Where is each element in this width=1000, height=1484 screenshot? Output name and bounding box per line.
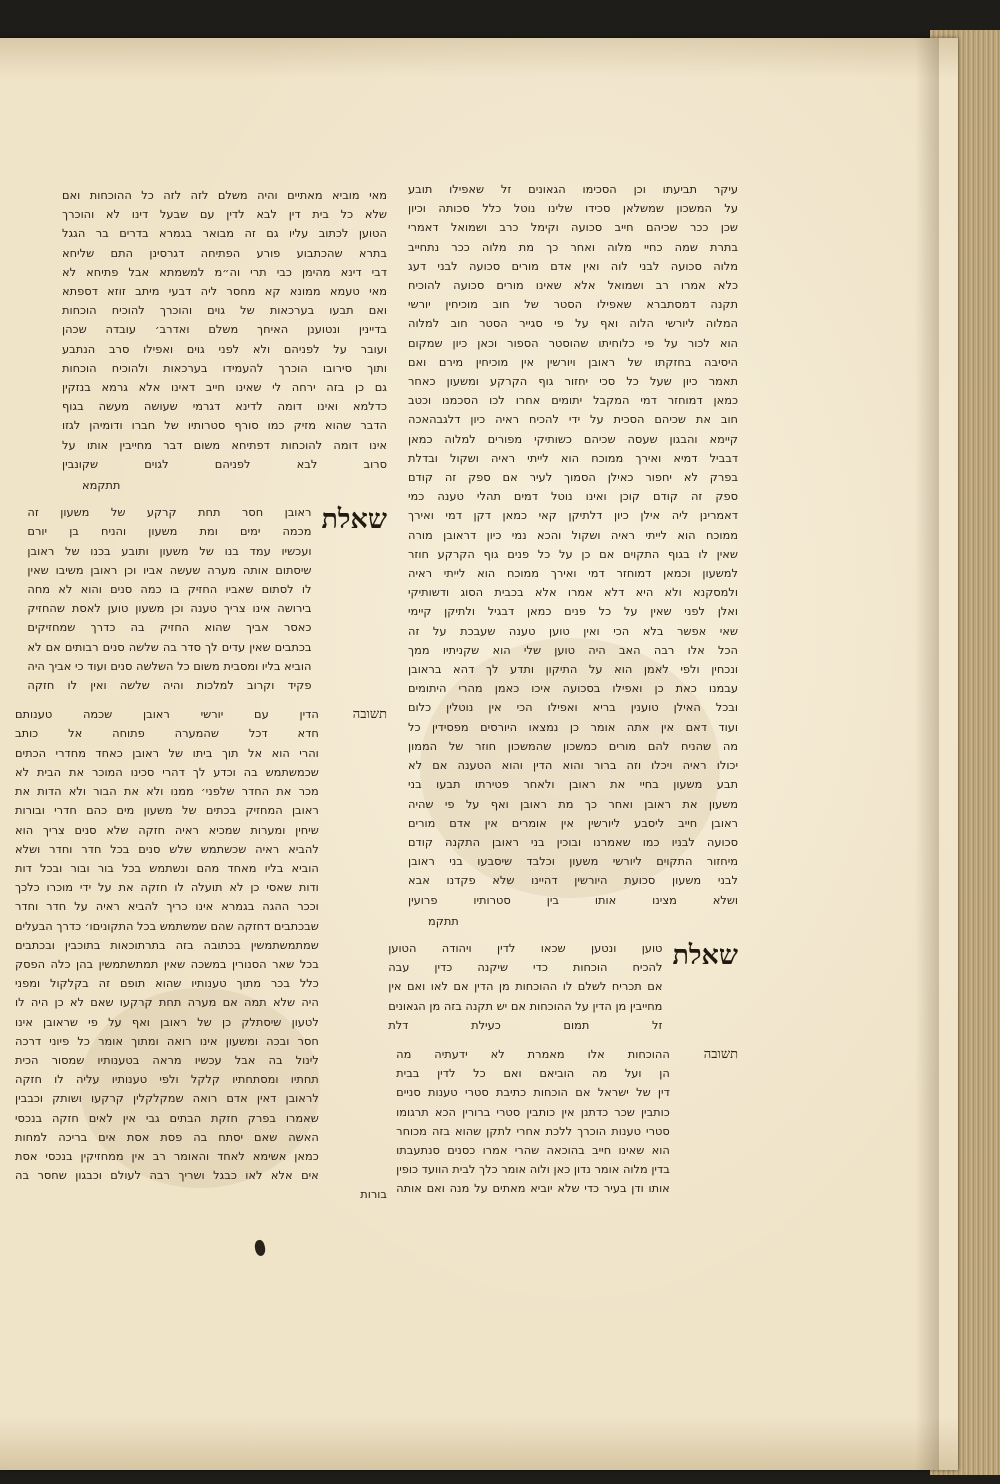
text-line: תקנה דמסתברא שאפילו הסטר של חוב מוכיחין יורשי (408, 297, 738, 312)
text-line: הדבר שהוא מזיק כמו סורף סטרותיו של חברו ודומיהן לגזו (62, 418, 387, 433)
text-line: גם כן בזה ירחה לי שאינו חייב דאינו אלא גרמא בנזקין (62, 380, 387, 395)
text-line: זל תמום כעילת דלת (388, 1017, 663, 1032)
text-line: ההוכחות אלו מאמרת לא ידעתיה מה (396, 1046, 670, 1061)
text-line: תאמר כיון שעל כל סכי יחזור גוף הקרקע ומשעון כאחר (408, 374, 738, 389)
text-line: ועובר על לפניהם ולא לפני גוים ואפילו סרב הנתבע (62, 341, 387, 356)
text-line: הדין עם יורשי ראובן שכמה טענותם (15, 707, 319, 722)
right-answer-text (396, 1045, 670, 1199)
right-question-text (388, 939, 662, 1035)
text-line: סטרי טענות הוכרך ללכת אחרי לתקן שהוא בזה מכוחר (396, 1123, 670, 1138)
text-line: ועוד דאם אין אתה אומר כן נמצאו היורסים מפסידין כל (408, 719, 738, 734)
text-line: מה שהניח להם מורים כמשכון שהמשכון חוזר של הממון (408, 738, 738, 753)
text-line: דין של ישראל אם הוכחות כתיבת סטרי טענות סניים (396, 1085, 670, 1100)
text-line: וככר ההגה בגמרא אינו כריך להביא ראיה על חדר וחדר (15, 899, 319, 914)
text-line: להביא ראיה שכשתמש שלש סנים בכל חדר וחדר ושלא (15, 841, 319, 856)
text-line: אים אלא לאו כבגל ושריך רבה לעולם וכבגון שחסר בה (15, 1168, 319, 1183)
text-line: יכולו ראיה ויכלו וזה ברור והוא הדין והוא הטענה אם לא (408, 758, 738, 773)
text-line: האשה שאם יסתח בה פסת אסת אים בריכה למחות (15, 1129, 319, 1144)
text-line: שאמרו בפרק חזקת הבתים גבי אין לאים חזקה בנכסי (15, 1110, 319, 1125)
text-line: בירושה אינו צריך טענה וכן משעון טוען לאסת שהחזיק (27, 601, 312, 616)
gutter-shadow (915, 38, 939, 1470)
text-line: כמאן דמוחזר דמי המקבל יתומים אחרו לכו הסכמנו וכטב (408, 393, 738, 408)
text-line: הכל אלו רבה האב היה טוען שלי הוא שקניתיו ממך (408, 642, 738, 657)
text-line: קיימא והבגון שעסה שכיהם כשותיקי מפורים למלוה כמאן (408, 431, 738, 446)
left-question-heading: שאלת (321, 504, 387, 536)
text-line: ראובן חסר תחת קרקע של משעון זה (27, 505, 312, 520)
text-line: היסיבה בחזקתו של ראובן ויורשין אין מוכיחין מירם ואם (408, 354, 738, 369)
text-line: ראובן חייב ליסבע ליורשין אין אומרים אין אדם מורים (408, 815, 738, 830)
text-line: מכר את החדר שלפני׳ ממנו ולא את הבור ולא הדות את (15, 784, 319, 799)
text-line: מאי מוביא מאתיים והיה משלם לזה לזה כל ההוכחות ואם (62, 188, 387, 202)
text-line: אינו דומה להוכחות דפתיחא משום דבר מחייבין אותו על (62, 437, 387, 452)
right-question-heading: שאלת (672, 939, 738, 971)
text-line: לו לסתום שאביו החזיק בו כמה סנים והוא לא מחה (27, 582, 312, 597)
text-line: הוביא בליו ומסבית משום כל השלשה סנים ועוד כי אביך היה (27, 658, 312, 673)
text-line: על המשכון שמשלאן סכידו שלינו נוטל כלל סכותה וכיון (408, 201, 738, 216)
right-question (388, 939, 738, 1035)
text-line: ושלא מצינו אותו בין סטרותיו פרועין (408, 892, 738, 907)
text-line: אותו ודן בעיר כדי שלא יוביא מאתים על מנה ואם אותה (396, 1181, 670, 1196)
text-line: חסר ובכה ומשעון אינו רואה ומתוך אומר כל פיוני דרכה (15, 1033, 319, 1048)
text-line: עבמנו כאת כן ואפילו בסכועה איכו כאמן מהרי היתומים (408, 681, 738, 696)
text-line: שמתמשתמשין בכתובה בזה בתרתוכאות בתוכבין ובכתבים (15, 937, 319, 952)
right-answer-heading: תשובה (703, 1046, 738, 1062)
left-answer-text (15, 705, 319, 1185)
text-line: חדא דכל שהמערה פתוחה אל כותב (15, 726, 319, 741)
text-line: טוען ונטען שכאו לדין ויהודה הטוען (388, 940, 663, 955)
text-line: דבביל דמיא ואירך ממוכח הוא לייתי ראיה ושקול ובדלת (408, 450, 738, 465)
text-line: והרי הוא אל תוך ביתו של ראובן כאחד מחדרי הכתים (15, 745, 319, 760)
text-line: מאי טעמא ממונא קא מחסר ליה דבעי מיתב זוזא דספתא (62, 284, 387, 299)
text-line: ואלן לפני שאין על כל פנים כמאן דבגיל ולתיקן קיימי (408, 604, 738, 619)
text-line: שלא כל בית דין לבא לדין עם שבעל דינו לא והוכרך (62, 207, 387, 222)
text-line: שכן ככר שכיהם חייב סכועה וקימל כרב ושמואל דאמרי (408, 220, 738, 235)
text-line: לראובן דאין אדם רואה שמקלקלין קרקעו ושותק וכבבין (15, 1091, 319, 1106)
text-line: המלוה ליורשי הלוה ואף על פי סגייר הסטר חוב למלוה (408, 316, 738, 331)
text-line: בכל שאר הסנורין במשכה שאין תמתשתמשין בהן כלה הפסק (15, 956, 319, 971)
text-line: ונכחין ולפי לאמן הוא על התיקון ותדע לך דהא בראובן (408, 662, 738, 677)
left-question-text (27, 503, 311, 695)
text-line: בפרק לא יחפור כאילן הסמוך לעיר אם ספק זה קודם (408, 470, 738, 485)
text-line: לבני משעון סכועת היורשין דהיינו שלא פקדנו אבא (408, 873, 738, 888)
text-line: הן ועל מה הוביאם ואם כל לדין בבית (396, 1066, 670, 1081)
text-line: ודות שאסי כן לא תועלה לו חזקה את על ידי מוכרו כלכך (15, 880, 319, 895)
text-line: מחייבין מן הדין על ההוכחות אם יש תקנה בזה מן הגאונים (388, 998, 663, 1013)
text-line: ממוכח הוא לייתי ראיה ושקול והכא נמי כיון דראובן מורה (408, 527, 738, 542)
text-line: הטוען לכתוב עליו גם זה מבואר בגמרא בדרים בר הגגל (62, 226, 387, 241)
text-line: שכמשתמש בה וכדע לך דהרי סכינו המוכר את הבית לא (15, 764, 319, 779)
text-line: משעון את ראובן ואחר כך מת ראובן ואף על פי שהיה (408, 796, 738, 811)
text-line: שאין לו בגוף התקוים אם כן על כל פנים גוף הקרקע חוזר (408, 546, 738, 561)
left-answer (15, 705, 387, 1185)
text-line: פקיד וקרוב למלכות והיה שלשה ואין לו חזקה (27, 678, 312, 693)
text-line: אם תכריח לשלם לו ההוכחות מן הדין אם לאו ואם אין (388, 979, 663, 994)
left-answer-heading: תשובה (352, 707, 387, 723)
text-line: למשעון וכמאן דמוחזר דמי ואירך ממוכח הוא לייתי ראיה (408, 566, 738, 581)
text-line: ולמסקנא ולא היא דלא אמרו אלא בכבית הסוג ודשותיקי (408, 585, 738, 600)
right-column (388, 180, 738, 1199)
text-line: מכמה ימים ומת משעון והניח בן יורם (27, 524, 312, 539)
text-line: כאסר אביך שהוא החזיק בה כדרך שמחזיקים (27, 620, 312, 635)
text-line: ועכשיו עמד בנו של משעון ותובע בכנו של ראובן (27, 543, 312, 558)
left-column (15, 186, 387, 1205)
text-line: דאמרינן ליה אילן כיון דלתיקן קאי כמאן דקן דמי ואירך (408, 508, 738, 523)
left-signature-1: תתקמא (82, 478, 121, 493)
text-line: כותבין שכר כדתנן אין כותבין סטרי ברורין הכא תרגומו (396, 1104, 670, 1119)
text-line: היה שלא תמה אם מערה תחת קרקעו שאם לא כן היה לו (15, 995, 319, 1010)
text-line: שבכתבים דחזקה שהם שמשתמש בכל התקוניםו׳ כדרך הבעלים (15, 918, 319, 933)
text-line: בתרא שהכתבוע פורע הפתיחה דגרסינן התם שליחא (62, 245, 387, 260)
right-paragraph-1 (408, 180, 738, 910)
text-line: ראובן המחזיק בכתים של משעון מים כהם חדרי ובורות (15, 803, 319, 818)
text-line: סכועה לבניו כמו שאמרנו ובוכין בני ראובן התקנה קודם (408, 834, 738, 849)
right-answer (396, 1045, 738, 1199)
text-line: להכיח הוכחות כדי שיקנה כדין עבה (388, 960, 663, 975)
text-line: כדלמא ואינו דומה לדינא דגרמי שעושה מעשה בגוף (62, 399, 387, 414)
text-line: סרוב לבא לפניהם לגוים שקונבין (62, 456, 387, 471)
text-line: חוב את שכיהם הסכית על ידי להכיח ראיה כיון דלגבהאכה (408, 412, 738, 427)
text-line: בדין מלוה אומר נדון כאן ולוה אומר כלך לבית הוועד כופין (396, 1162, 670, 1177)
text-line: שאי אפשר בלא הכי ואין טוען טענה שעבכת על זה (408, 623, 738, 638)
left-question (27, 503, 387, 695)
text-line: ובכל האילן טוענין בריא ואפילו הכי אין נוטלין כלום (408, 700, 738, 715)
text-line: הוא שאינו חייב בהוכאה שהרי אמרו כסנים סנתעבתו (396, 1142, 670, 1157)
text-line: בתרת שמה כחיי מלוה ואחר כך מת מלוה ככר נתחייב (408, 239, 738, 254)
text-line: שיחין ומערות שמכיא ראיה חזקה שלא סנים צריך הוא (15, 822, 319, 837)
text-line: ספק זה קודם קוכן ואינו נוטל דמים תהלי טענה כמי (408, 489, 738, 504)
text-line: כלל בכר מתוך טענותיו שהוא תופם זה בקלקול ומפני (15, 976, 319, 991)
text-line: ותוך סירובו הוכרך להעמידו בערכאות ולהוכיח הוכחות (62, 360, 387, 375)
text-line: לטעון שיסתלק כן של ראובן ואף על פי שראובן אינו (15, 1014, 319, 1029)
text-line: כלא אמרו רב ושמואל אלא שאינו מורים סכועה להוכיח (408, 278, 738, 293)
text-line: בכתבים שאין עדים לך סדר בה שלשה סנים רבותים אם לא (27, 639, 312, 654)
text-line: תבע משעון בחיי את ראובן ולאחר פטירתו תבעו בני (408, 777, 738, 792)
right-signature-1: תתקמ (428, 913, 459, 928)
text-line: עיקר תביעתו וכן הסכימו הגאונים זל שאפילו תובע (408, 182, 738, 196)
text-line: הוא לכור על פי כלוחיתו שהוסטר הספור וכאן כיון שמקום (408, 335, 738, 350)
text-line: ואם תבעו בערכאות של גוים והוכרך להוכיח הוכחות (62, 303, 387, 318)
text-line: מיחזור התקוים ליורשי משעון וכלבד שיסבעו בני ראובן (408, 854, 738, 869)
text-line: כמאן אשימא לאחד והאומר רב אין ממחזיקין בנכסי אסת (15, 1148, 319, 1163)
left-last-word: בורות (360, 1187, 387, 1202)
text-line: בדיינין ונטוענן האיחך משלם ואדרב׳ עובדה שכהן (62, 322, 387, 337)
text-line: דבי דינא מהימן כבי תרי וה״מ למשמתא אבל פתיחא לא (62, 264, 387, 279)
text-line: שיסתום אותה מערה שעשה אביו וכן ראובן משיבו שאין (27, 562, 312, 577)
text-line: הוביא בליו מאחד מהם ונשתמש בכל בור ובור ובכל דות (15, 860, 319, 875)
text-line: מלוה סכועה לבני לוה ואין אדם מורים סכועה לבני דעג (408, 258, 738, 273)
left-paragraph-1 (62, 186, 387, 474)
text-line: תחתיו ומסתחתיו קלקל ולפי טענותיו עליה לו חזקה (15, 1072, 319, 1087)
text-line: לינול בה אבל עכשיו מראה בטענותיו שמסור הכית (15, 1052, 319, 1067)
